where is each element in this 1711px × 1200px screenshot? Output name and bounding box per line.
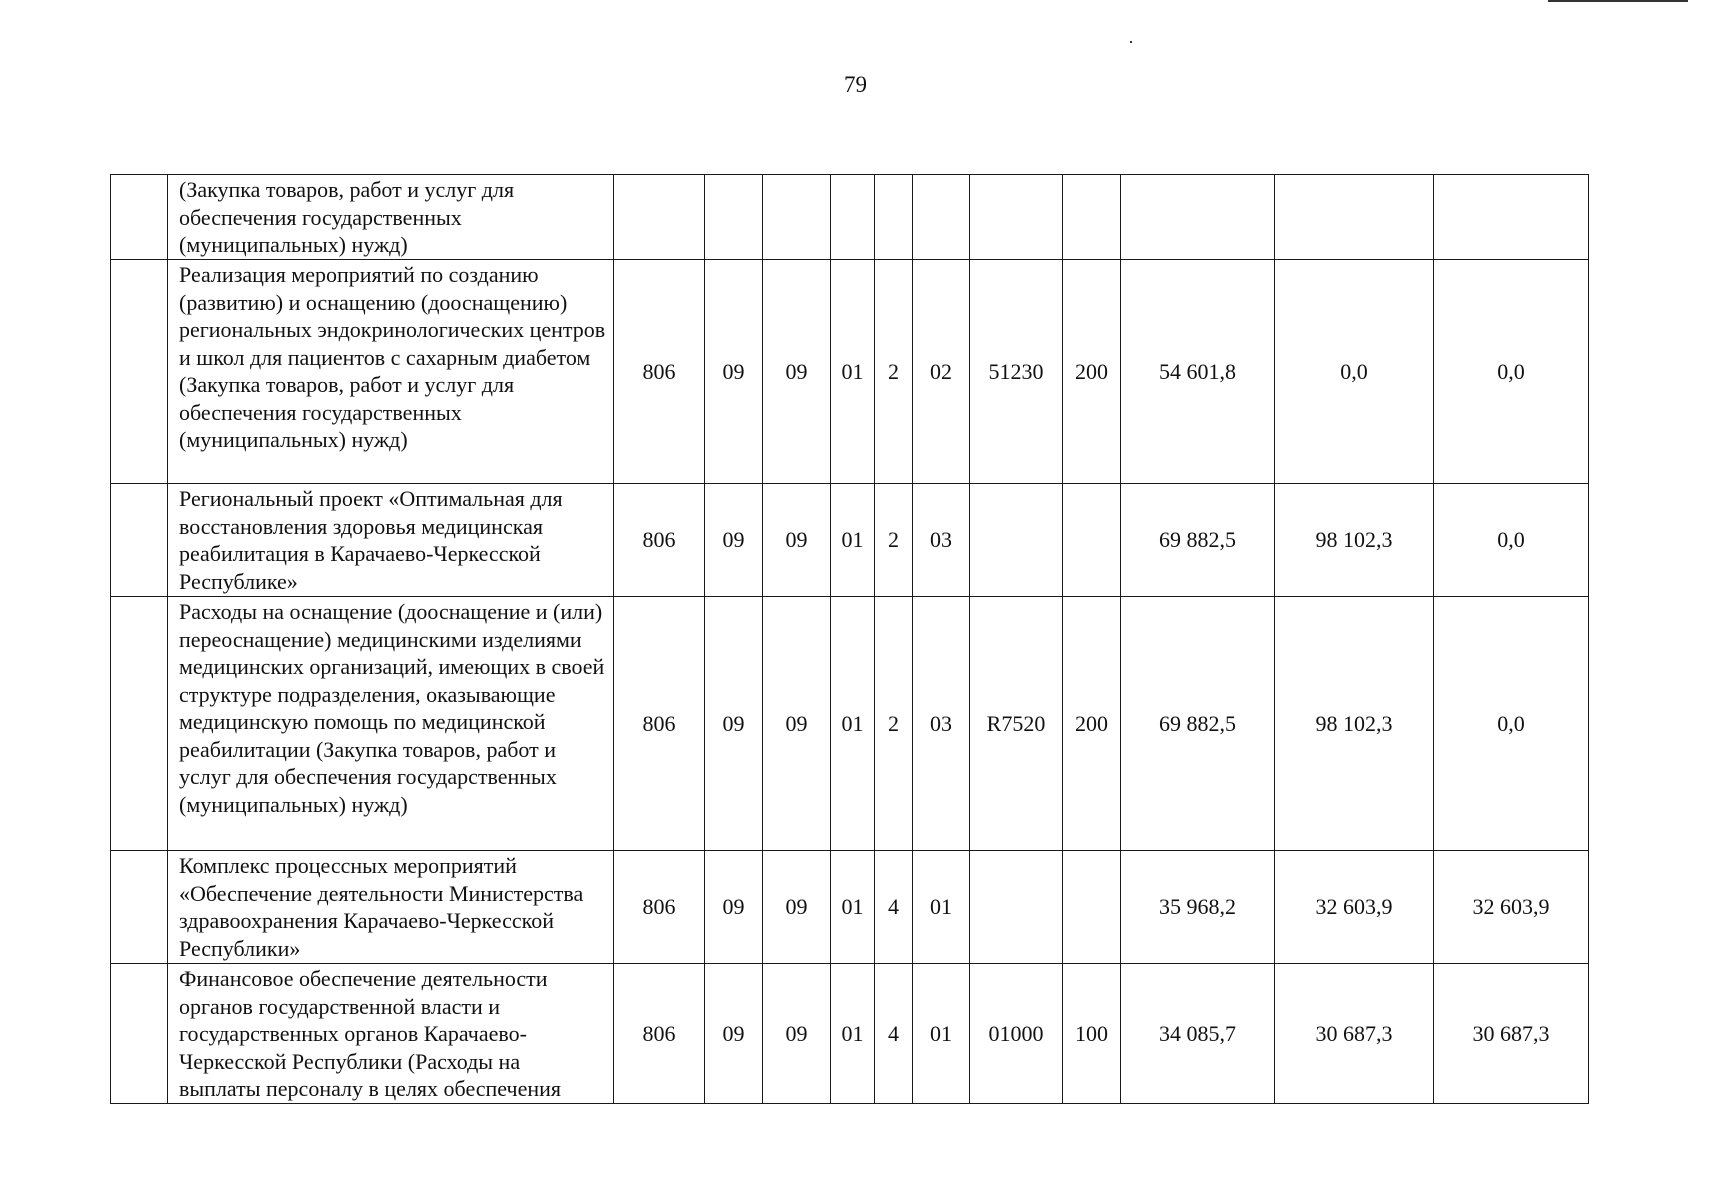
- subsection-code: 09: [763, 260, 831, 484]
- event-code: 02: [913, 260, 970, 484]
- section-code: 09: [705, 597, 763, 851]
- row-description: (Закупка товаров, работ и услуг для обеспечения государственных (муниципальных) нужд): [168, 175, 614, 260]
- type-code: 2: [875, 484, 913, 597]
- section-code: 09: [705, 851, 763, 964]
- amount-year-3: 0,0: [1434, 260, 1589, 484]
- page-number: 79: [844, 72, 867, 97]
- amount-year-3: 0,0: [1434, 484, 1589, 597]
- amount-year-1: 69 882,5: [1121, 484, 1275, 597]
- direction-code: [970, 175, 1063, 260]
- budget-table: [110, 174, 1589, 1104]
- expense-type-code: [1063, 175, 1121, 260]
- amount-year-3: [1434, 175, 1589, 260]
- table-row: [111, 175, 1589, 260]
- table-row: [111, 260, 1589, 484]
- type-code: 4: [875, 964, 913, 1104]
- subsection-code: 09: [763, 964, 831, 1104]
- amount-year-2: 30 687,3: [1275, 964, 1434, 1104]
- blank-cell: [111, 964, 168, 1104]
- event-code: 01: [913, 964, 970, 1104]
- ministry-code: [614, 175, 705, 260]
- amount-year-3: 32 603,9: [1434, 851, 1589, 964]
- expense-type-code: 100: [1063, 964, 1121, 1104]
- amount-year-3: 30 687,3: [1434, 964, 1589, 1104]
- subsection-code: [763, 175, 831, 260]
- expense-type-code: [1063, 851, 1121, 964]
- ministry-code: 806: [614, 851, 705, 964]
- expense-type-code: 200: [1063, 597, 1121, 851]
- blank-cell: [111, 484, 168, 597]
- amount-year-2: 98 102,3: [1275, 597, 1434, 851]
- ministry-code: 806: [614, 260, 705, 484]
- amount-year-2: [1275, 175, 1434, 260]
- program-code: 01: [831, 851, 875, 964]
- program-code: 01: [831, 597, 875, 851]
- section-code: 09: [705, 964, 763, 1104]
- type-code: 2: [875, 597, 913, 851]
- blank-cell: [111, 175, 168, 260]
- amount-year-2: 32 603,9: [1275, 851, 1434, 964]
- program-code: 01: [831, 964, 875, 1104]
- type-code: [875, 175, 913, 260]
- subsection-code: 09: [763, 851, 831, 964]
- row-description: Расходы на оснащение (дооснащение и (или) переоснащение) медицинскими изделиями медицинских организаций, имеющих в своей структуре подразделения, оказывающие медицинскую помощь по медицинской реабилитации (Закупка товаров, работ и услуг для обеспечения государственных (муниципальных) нужд): [168, 597, 614, 851]
- blank-cell: [111, 260, 168, 484]
- program-code: 01: [831, 260, 875, 484]
- blank-cell: [111, 851, 168, 964]
- event-code: 01: [913, 851, 970, 964]
- amount-year-1: 54 601,8: [1121, 260, 1275, 484]
- amount-year-1: 69 882,5: [1121, 597, 1275, 851]
- type-code: 4: [875, 851, 913, 964]
- amount-year-3: 0,0: [1434, 597, 1589, 851]
- expense-type-code: [1063, 484, 1121, 597]
- event-code: [913, 175, 970, 260]
- event-code: 03: [913, 484, 970, 597]
- section-code: 09: [705, 260, 763, 484]
- direction-code: 01000: [970, 964, 1063, 1104]
- amount-year-2: 98 102,3: [1275, 484, 1434, 597]
- section-code: 09: [705, 484, 763, 597]
- ministry-code: 806: [614, 964, 705, 1104]
- scan-mark: [1548, 0, 1688, 2]
- amount-year-2: 0,0: [1275, 260, 1434, 484]
- row-description: Реализация мероприятий по созданию (развитию) и оснащению (дооснащению) региональных эндокринологических центров и школ для пациентов с сахарным диабетом (Закупка товаров, работ и услуг для обеспечения государственных (муниципальных) нужд): [168, 260, 614, 484]
- ministry-code: 806: [614, 484, 705, 597]
- type-code: 2: [875, 260, 913, 484]
- table-row: [111, 851, 1589, 964]
- event-code: 03: [913, 597, 970, 851]
- scan-mark: [1130, 41, 1132, 43]
- amount-year-1: [1121, 175, 1275, 260]
- table-row: [111, 484, 1589, 597]
- row-description: Региональный проект «Оптимальная для восстановления здоровья медицинская реабилитация в Карачаево-Черкесской Республике»: [168, 484, 614, 597]
- direction-code: R7520: [970, 597, 1063, 851]
- ministry-code: 806: [614, 597, 705, 851]
- direction-code: 51230: [970, 260, 1063, 484]
- direction-code: [970, 484, 1063, 597]
- table-row: [111, 597, 1589, 851]
- program-code: [831, 175, 875, 260]
- amount-year-1: 35 968,2: [1121, 851, 1275, 964]
- amount-year-1: 34 085,7: [1121, 964, 1275, 1104]
- program-code: 01: [831, 484, 875, 597]
- subsection-code: 09: [763, 484, 831, 597]
- table-row: [111, 964, 1589, 1104]
- blank-cell: [111, 597, 168, 851]
- subsection-code: 09: [763, 597, 831, 851]
- section-code: [705, 175, 763, 260]
- direction-code: [970, 851, 1063, 964]
- row-description: Финансовое обеспечение деятельности органов государственной власти и государственных органов Карачаево-Черкесской Республики (Расходы на выплаты персоналу в целях обеспечения: [168, 964, 614, 1104]
- expense-type-code: 200: [1063, 260, 1121, 484]
- row-description: Комплекс процессных мероприятий «Обеспечение деятельности Министерства здравоохранения Карачаево-Черкесской Республики»: [168, 851, 614, 964]
